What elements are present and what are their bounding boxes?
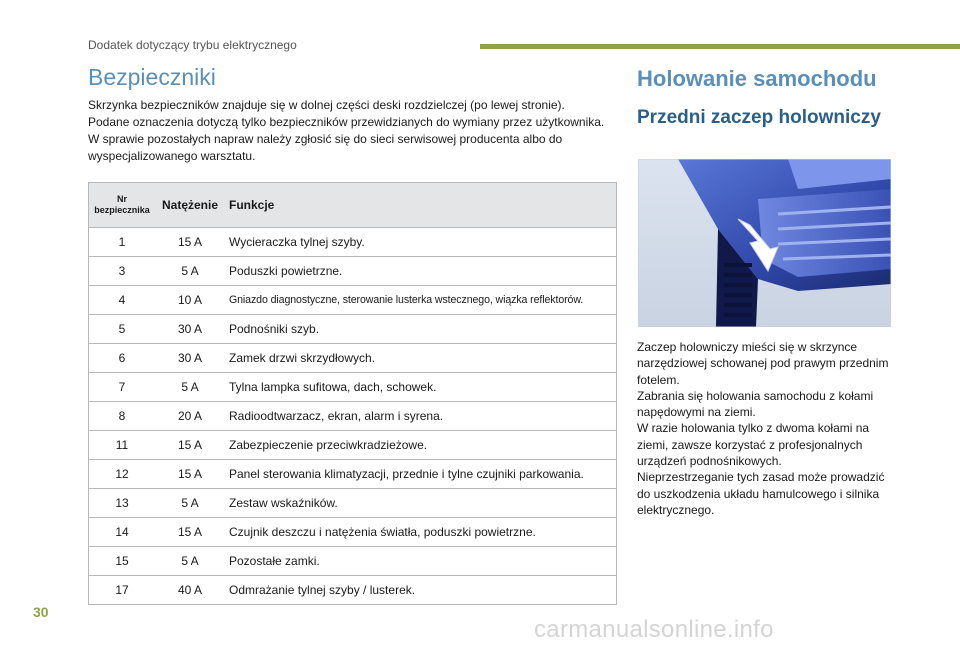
towing-text-line: do uszkodzenia układu hamulcowego i silnika [637,486,880,501]
fuse-amperage: 15 A [155,431,225,460]
towing-eye-illustration [638,159,891,327]
towing-text-line: urządzeń podnośnikowych. [637,454,782,469]
fuse-amperage: 20 A [155,402,225,431]
intro-line: W sprawie pozostałych napraw należy zgłosić się do sieci serwisowej producenta albo do [88,132,563,146]
towing-text-line: Zabrania się holowania samochodu z kołami [637,388,874,403]
fuse-number: 12 [89,460,156,489]
intro-line: Skrzynka bezpieczników znajduje się w dolnej części deski rozdzielczej (po lewej stronie). [88,98,565,112]
header-fuse-number-line1: Nr [116,194,127,204]
fuse-function: Pozostałe zamki. [225,547,617,576]
towing-text-line: Nieprzestrzeganie tych zasad może prowadzić [637,470,885,485]
fuse-amperage: 15 A [155,460,225,489]
fuse-number: 3 [89,257,156,286]
fuse-amperage: 30 A [155,315,225,344]
fuse-amperage: 5 A [155,489,225,518]
fuse-table-header-row [89,183,617,228]
fuse-amperage: 5 A [155,547,225,576]
towing-text-line: fotelem. [637,372,680,387]
fuse-function: Wycieraczka tylnej szyby. [225,228,617,257]
towing-text-line: W razie holowania tylko z dwoma kołami na [637,421,870,436]
header-fuse-number [89,183,156,228]
fuse-function: Zestaw wskaźników. [225,489,617,518]
intro-line: Podane oznaczenia dotyczą tylko bezpieczników przewidzianych do wymiany przez użytkownika. [88,115,605,129]
fuse-number: 11 [89,431,156,460]
fuse-function: Czujnik deszczu i natężenia światła, poduszki powietrzne. [225,518,617,547]
towing-text-line: elektrycznego. [637,502,715,517]
running-header: Dodatek dotyczący trybu elektrycznego [88,38,297,52]
section-title-towing: Holowanie samochodu [637,66,877,91]
table-row [89,489,617,518]
table-row [89,518,617,547]
fuse-number: 17 [89,576,156,605]
table-row [89,286,617,315]
intro-line: wyspecjalizowanego warsztatu. [88,149,256,163]
fuses-intro [88,97,618,165]
page-number: 30 [33,604,49,620]
fuse-number: 7 [89,373,156,402]
fuse-function: Tylna lampka sufitowa, dach, schowek. [225,373,617,402]
table-row [89,547,617,576]
section-title-fuses: Bezpieczniki [88,64,216,90]
fuse-number: 14 [89,518,156,547]
watermark: carmanualsonline.info [534,616,774,643]
towing-eye-illustration-svg [638,159,891,327]
fuse-number: 4 [89,286,156,315]
fuse-number: 15 [89,547,156,576]
table-row [89,576,617,605]
header-functions: Funkcje [225,183,617,228]
fuse-function: Zabezpieczenie przeciwkradzieżowe. [225,431,617,460]
fuse-function: Zamek drzwi skrzydłowych. [225,344,617,373]
fuse-function: Gniazdo diagnostyczne, sterowanie lusterka wstecznego, wiązka reflektorów. [225,286,617,315]
towing-text-line: narzędziowej schowanej pod prawym przednim [637,356,889,371]
fuse-number: 1 [89,228,156,257]
fuse-function: Poduszki powietrzne. [225,257,617,286]
fuse-number: 13 [89,489,156,518]
fuse-amperage: 40 A [155,576,225,605]
header-fuse-number-line2: bezpiecznika [94,205,150,215]
table-row [89,257,617,286]
fuse-amperage: 5 A [155,373,225,402]
fuse-number: 8 [89,402,156,431]
table-row [89,460,617,489]
towing-text-line: Zaczep holowniczy mieści się w skrzynce [637,340,858,354]
fuse-table [88,182,617,605]
table-row [89,228,617,257]
towing-description [637,339,899,518]
fuse-amperage: 5 A [155,257,225,286]
fuse-function: Odmrażanie tylnej szyby / lusterek. [225,576,617,605]
header-accent-bar [480,44,960,49]
header-amperage: Natężenie [155,183,225,228]
fuse-number: 6 [89,344,156,373]
fuse-number: 5 [89,315,156,344]
towing-text-line: ziemi, zawsze korzystać z profesjonalnych [637,437,863,452]
fuse-amperage: 15 A [155,518,225,547]
table-row [89,344,617,373]
table-row [89,315,617,344]
fuse-amperage: 30 A [155,344,225,373]
fuse-function: Radioodtwarzacz, ekran, alarm i syrena. [225,402,617,431]
table-row [89,373,617,402]
table-row [89,431,617,460]
towing-text-line: napędowymi na ziemi. [637,405,756,420]
table-row [89,402,617,431]
fuse-amperage: 10 A [155,286,225,315]
subtitle-front-towing-eye: Przedni zaczep holowniczy [637,107,881,128]
fuse-function: Podnośniki szyb. [225,315,617,344]
fuse-amperage: 15 A [155,228,225,257]
fuse-function: Panel sterowania klimatyzacji, przednie i tylne czujniki parkowania. [225,460,617,489]
